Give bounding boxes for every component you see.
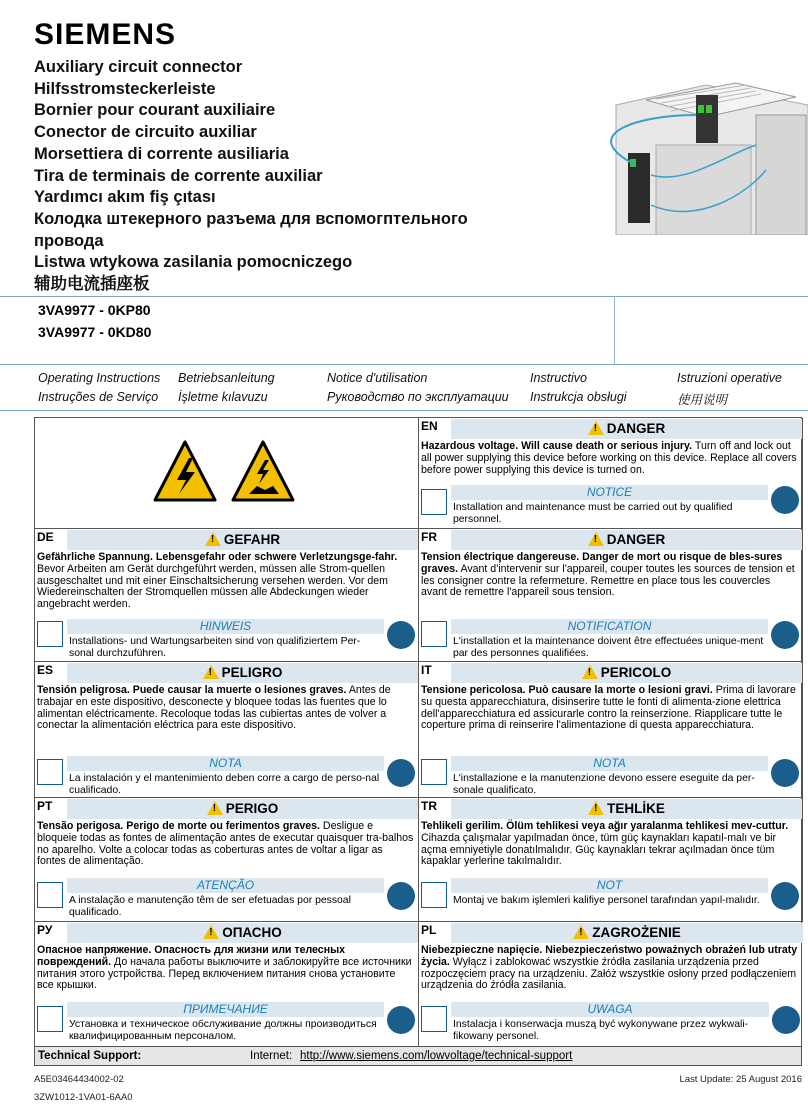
lang-code: EN: [421, 419, 438, 433]
warning-icon: [203, 925, 219, 939]
lang-code: PL: [421, 923, 437, 937]
qualified-personnel-icon: [387, 1006, 415, 1034]
title-it: Morsettiera di corrente ausiliaria: [34, 144, 289, 163]
danger-bold: Niebezpieczne napięcie. Niebezpieczeństwo poważnych obrażeń lub utraty życia.: [421, 944, 798, 968]
notice-text: Montaj ve bakım işlemleri kalifiye personel tarafından yapıl-malıdır.: [453, 895, 760, 906]
read-manual-icon: [421, 621, 447, 647]
manual-type: Руководство по эксплуатации: [327, 390, 509, 404]
title-ru-cont: провода: [34, 231, 104, 250]
notice-header: NOTIFICATION: [451, 619, 768, 634]
qualified-personnel-icon: [771, 486, 799, 514]
section-it: [419, 662, 803, 798]
danger-text: [37, 945, 414, 992]
danger-header: [67, 923, 418, 943]
danger-bold: Hazardous voltage. Will cause death or serious injury.: [421, 440, 693, 452]
order-number-1: 3VA9977 - 0KP80: [38, 302, 151, 318]
danger-header: [451, 530, 802, 550]
danger-header: [67, 799, 418, 819]
lang-code: PT: [37, 799, 53, 813]
title-pl: Listwa wtykowa zasilania pomocniczego: [34, 253, 353, 272]
read-manual-icon: [421, 489, 447, 515]
danger-bold: Tensão perigosa. Perigo de morte ou ferimentos graves.: [37, 820, 320, 832]
siemens-logo: SIEMENS: [34, 18, 177, 51]
last-update: Last Update: 25 August 2016: [679, 1074, 802, 1085]
manual-type: Operating Instructions: [38, 371, 161, 385]
danger-text: [421, 441, 798, 476]
danger-title: GEFAHR: [223, 532, 281, 547]
warning-icon: [573, 925, 589, 939]
danger-bold: Gefährliche Spannung. Lebensgefahr oder schwere Verletzungsge-fahr.: [37, 551, 398, 563]
warning-icon: [207, 801, 223, 815]
lang-code: РУ: [37, 923, 53, 937]
danger-text: [37, 552, 414, 611]
lang-code: IT: [421, 663, 432, 677]
high-voltage-icon: [153, 440, 303, 504]
section-de: [35, 529, 419, 662]
danger-bold: Tensión peligrosa. Puede causar la muerte o lesiones graves.: [37, 684, 347, 696]
danger-title: PERICOLO: [600, 665, 672, 680]
section-en: [419, 418, 803, 529]
title-ru: Колодка штекерного разъема для вспомогптельного: [34, 209, 468, 228]
danger-body: Cihazda çalışmalar yapılmadan önce, tüm güç kaynakları kapatıl-malı ve bir açma emniyetiyle donatılmalıdır. Güç kaynakları tekrar açılmadan önce tüm kapaklar yerlerine takılmalıdır.: [421, 831, 777, 868]
notice-header: UWAGA: [451, 1002, 769, 1017]
manual-type: Instructivo: [530, 371, 587, 385]
divider: [614, 296, 615, 364]
title-pt: Tira de terminais de corrente auxiliar: [34, 166, 323, 185]
section-es: [35, 662, 419, 798]
product-image: [556, 75, 808, 235]
read-manual-icon: [37, 621, 63, 647]
qualified-personnel-icon: [772, 1006, 800, 1034]
title-tr: Yardımcı akım fiş çıtası: [34, 188, 216, 207]
title-en: Auxiliary circuit connector: [34, 58, 243, 76]
danger-body: Turn off and lock out all power supplying this device before working on this device. Replace all covers before power supplying this device is turned on.: [421, 440, 797, 476]
danger-body: Bevor Arbeiten am Gerät durchgeführt werden, müssen alle Strom-quellen ausgeschaltet und mit einer Einschaltsicherung versehen werden. Vor dem Wiedereinschalten der Stromquellen müssen alle Abdeckungen wieder angebracht werden.: [37, 562, 388, 611]
section-ru: [35, 922, 419, 1047]
qualified-personnel-icon: [387, 621, 415, 649]
danger-body: Prima di lavorare su questa apparecchiatura, disinserire tutte le fonti di alimenta-zione elettrica dell'apparecchiatura ed assicurarle contro la reinserzione. Riapplicare tutte le coperture prima di reinserire l'alimentazione di questa apparecchiatura.: [421, 684, 796, 732]
read-manual-icon: [421, 1006, 447, 1032]
danger-header: [451, 799, 802, 819]
title-zh: 辅助电流插座板: [34, 275, 150, 294]
qualified-personnel-icon: [771, 759, 799, 787]
read-manual-icon: [37, 882, 63, 908]
qualified-personnel-icon: [771, 882, 799, 910]
section-pl: [419, 922, 803, 1047]
technical-support-bar: [34, 1046, 802, 1066]
warning-icon: [588, 532, 604, 546]
danger-bold: Tensione pericolosa. Può causare la morte o lesioni gravi.: [421, 684, 713, 696]
read-manual-icon: [37, 759, 63, 785]
danger-text: [421, 945, 799, 992]
divider: [0, 296, 808, 297]
danger-body: Desligue e bloqueie todas as fontes de alimentação antes de executar quaisquer tra-balhos no aparelho. Volte a colocar todas as coberturas antes de voltar a ligar as fontes de alimentação.: [37, 820, 414, 868]
danger-body: До начала работы выключите и заблокируйте все источники питания этого устройства. Перед включением питания снова установите все крышки.: [37, 955, 412, 992]
danger-header: [67, 663, 418, 683]
manual-type: Notice d'utilisation: [327, 371, 428, 385]
danger-body: Avant d'intervenir sur l'appareil, couper toutes les sources de tension et les consigner contre la refermeture. Remettre en place tous les couvercles avant de remettre l'appareil sous tension.: [421, 562, 795, 599]
qualified-personnel-icon: [387, 882, 415, 910]
section-tr: [419, 798, 803, 922]
danger-body: Antes de trabajar en este dispositivo, desconecte y bloquee todas las fuentes que lo alimentan eléctricamente. Recoloque todas las cubiertas antes de volver a conectar la alimentación eléctrica para este dispositivo.: [37, 684, 391, 732]
danger-text: [37, 685, 414, 732]
danger-title: DANGER: [606, 532, 666, 547]
order-number-2: 3VA9977 - 0KD80: [38, 324, 152, 340]
danger-text: [421, 821, 798, 868]
manual-type: Istruzioni operative: [677, 371, 782, 385]
notice-text: Instalacja i konserwacja muszą być wykonywane przez wykwali-fikowany personel.: [453, 1019, 749, 1042]
manual-type: 使用说明: [677, 393, 728, 407]
lang-code: DE: [37, 530, 54, 544]
danger-text: [421, 552, 798, 599]
read-manual-icon: [421, 759, 447, 785]
danger-text: [37, 821, 414, 868]
tech-support-link[interactable]: http://www.siemens.com/lowvoltage/technical-support: [300, 1050, 573, 1062]
notice-header: ПРИМЕЧАНИЕ: [67, 1002, 384, 1017]
product-titles: [34, 57, 554, 296]
notice-text: L'installation et la maintenance doivent être effectuées unique-ment par des personnes qualifiées.: [453, 636, 764, 659]
notice-text: Installations- und Wartungsarbeiten sind von qualifiziertem Per-sonal durchzuführen.: [69, 636, 361, 659]
danger-title: PELIGRO: [221, 665, 283, 680]
warning-icon: [205, 532, 221, 546]
notice-header: NOTICE: [451, 485, 768, 500]
danger-bold: Tension électrique dangereuse. Danger de mort ou risque de bles-sures graves.: [421, 551, 783, 575]
danger-title: PERIGO: [225, 801, 279, 816]
danger-title: TEHLİKE: [607, 801, 665, 816]
read-manual-icon: [421, 882, 447, 908]
notice-text: L'installazione e la manutenzione devono essere eseguite da per-sonale qualificato.: [453, 773, 755, 796]
warning-icons-cell: [35, 418, 419, 529]
danger-header: [451, 923, 803, 943]
warning-icon: [588, 421, 604, 435]
divider: [0, 410, 808, 411]
title-fr: Bornier pour courant auxiliaire: [34, 101, 276, 120]
title-de: Hilfsstromsteckerleiste: [34, 79, 216, 98]
notice-header: HINWEIS: [67, 619, 384, 634]
order-number: 3ZW1012-1VA01-6AA0: [34, 1092, 133, 1103]
manual-type: Betriebsanleitung: [178, 371, 275, 385]
danger-header: [451, 663, 802, 683]
notice-header: ATENÇÃO: [67, 878, 384, 893]
divider: [0, 364, 808, 365]
lang-code: ES: [37, 663, 54, 677]
manual-type: İşletme kılavuzu: [178, 390, 268, 404]
notice-header: NOTA: [67, 756, 384, 771]
danger-body: Wyłącz i zablokować wszystkie źródła zasilania urządzenia przed rozpoczęciem pracy na urządzeniu. Załóż wszystkie osłony przed podłączeniem urządzenia do źródła zasilania.: [421, 955, 797, 992]
section-fr: [419, 529, 803, 662]
notice-text: Установка и техническое обслуживание должны производиться квалифицированным персоналом.: [69, 1019, 377, 1042]
title-es: Conector de circuito auxiliar: [34, 123, 257, 142]
danger-title: ZAGROŻENIE: [592, 925, 681, 940]
manual-type: Instruções de Serviço: [38, 390, 159, 404]
tech-support-label: Technical Support:: [38, 1050, 142, 1062]
notice-text: Installation and maintenance must be carried out by qualified personnel.: [453, 502, 733, 525]
qualified-personnel-icon: [387, 759, 415, 787]
warning-icon: [588, 801, 604, 815]
lang-code: FR: [421, 530, 437, 544]
danger-header: [451, 419, 802, 439]
danger-header: [67, 530, 418, 550]
danger-title: DANGER: [606, 421, 666, 436]
section-pt: [35, 798, 419, 922]
danger-bold: Опасное напряжение. Опасность для жизни или телесных повреждений.: [37, 944, 346, 968]
danger-text: [421, 685, 798, 732]
manual-type: Instrukcja obsługi: [530, 390, 627, 404]
read-manual-icon: [37, 1006, 63, 1032]
notice-header: NOTA: [451, 756, 768, 771]
notice-header: NOT: [451, 878, 768, 893]
doc-number: A5E03464434002-02: [34, 1074, 124, 1085]
safety-grid: [34, 417, 802, 1052]
warning-icon: [203, 665, 219, 679]
tech-support-prefix: Internet:: [250, 1050, 293, 1062]
warning-icon: [582, 665, 598, 679]
danger-bold: Tehlikeli gerilim. Ölüm tehlikesi veya ağır yaralanma tehlikesi mev-cuttur.: [421, 820, 789, 832]
danger-title: ОПАСНО: [222, 925, 282, 940]
lang-code: TR: [421, 799, 437, 813]
notice-text: La instalación y el mantenimiento deben corre a cargo de perso-nal cualificado.: [69, 773, 380, 796]
qualified-personnel-icon: [771, 621, 799, 649]
notice-text: A instalação e manutenção têm de ser efetuadas por pessoal qualificado.: [69, 895, 351, 918]
